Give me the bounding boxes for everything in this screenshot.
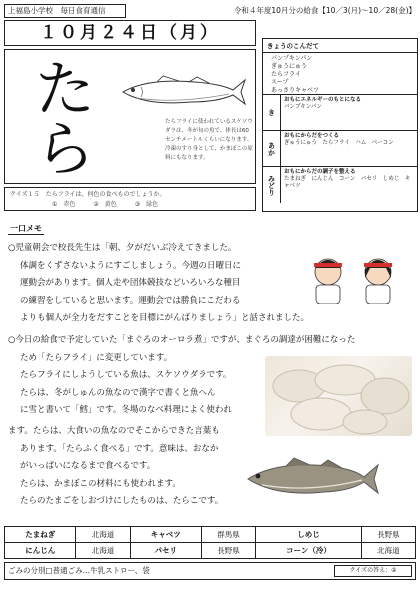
memo-line: ため「たらフライ」に変更しています。: [20, 352, 173, 363]
feature-description: たらフライに使われているスケソウダラは、冬が旬の魚で、体長は60センチメートルくらいになります。冷凍のすり身として、かまぼこの原料にもなります。: [165, 119, 253, 161]
waste-sorting-text: ごみの分別□普通ごみ…牛乳ストロー、袋: [8, 566, 150, 575]
ingredient-name: キャベツ: [130, 527, 201, 543]
ingredient-name: しめじ: [256, 527, 362, 543]
food-group-red: [263, 131, 417, 167]
memo-line: に雪と書いて「鱈」です。冬場のなべ料理によく使われ: [20, 405, 232, 415]
menu-item: あっさりキャベツ: [271, 87, 319, 94]
group-label: き: [263, 95, 281, 130]
memo-line: 運動会があります。個人走や団体競技などいろいろな種目: [20, 278, 241, 288]
quiz-answer: クイズの答え：②: [334, 565, 412, 577]
memo-line: たらは、冬がしゅんの魚なので漢字で書くと魚へん: [20, 387, 216, 398]
ingredient-origin: 長野県: [201, 543, 255, 559]
memo-paragraph-assembly: [8, 240, 308, 328]
group-title: おもにからだの調子を整える: [284, 169, 356, 175]
memo-title: 一口メモ: [10, 224, 42, 233]
menu-item: たらフライ: [271, 71, 301, 78]
memo-line: ○今日の給食で予定していた「まぐろのオーロラ煮」ですが、まぐろの調達が困難になった: [8, 335, 356, 345]
quiz-question: クイズ１５ たらフライは、何色の食べものでしょうか。: [10, 191, 166, 198]
table-row: [5, 527, 416, 543]
cod-photo: [240, 455, 380, 505]
memo-line: の練習をしていると思います。運動会では勝負にこだわる: [20, 295, 241, 306]
group-items: たまねぎ にんじん コーン パセリ しめじ キャベツ: [284, 176, 411, 189]
ingredient-name: たまねぎ: [5, 527, 76, 543]
memo-line: たらのたまごをしおづけにしたものは、たらこです。: [20, 496, 224, 506]
ingredient-origin: 群馬県: [201, 527, 255, 543]
group-items: ぎゅうにゅう たらフライ ハム ベーコン: [284, 140, 394, 146]
feature-panel: [4, 49, 256, 184]
memo-line: あります。「たらふく食べる」です。意味は、おなか: [20, 443, 219, 454]
ingredient-name: パセリ: [130, 543, 201, 559]
group-label: みどり: [263, 167, 281, 203]
food-group-yellow: [263, 95, 417, 131]
ingredient-origin: 北海道: [76, 543, 130, 559]
ingredient-origin: 北海道: [361, 543, 415, 559]
memo-line: たらフライにしようしている魚は、スケソウダラです。: [20, 370, 232, 380]
quiz-option: ① 赤色: [52, 201, 76, 208]
ingredient-origin-table: [4, 526, 416, 559]
menu-panel: [262, 38, 418, 212]
waste-sorting-note: [4, 562, 416, 580]
quiz-option: ② 黄色: [93, 201, 117, 208]
menu-item: パンプキンパン: [271, 55, 313, 62]
quiz-option: ③ 緑色: [134, 201, 159, 208]
table-row: [5, 543, 416, 559]
school-name: 上福島小学校 毎日食育通信: [4, 4, 126, 18]
quiz-box: [4, 187, 256, 211]
memo-line: ○児童朝会で校長先生は「朝、夕がだいぶ冷えてきました。: [8, 243, 237, 253]
menu-list: [263, 53, 417, 95]
header-bar: [4, 4, 416, 18]
fried-cod-photo: [265, 356, 412, 436]
food-group-green: [263, 167, 417, 203]
group-title: おもにエネルギーのもとになる: [284, 97, 362, 103]
memo-line: 体調をくずさないようにすごしましょう。今週の日曜日に: [20, 260, 242, 271]
group-label: あか: [263, 131, 281, 166]
memo-line: がいっぱいになるまで食べるです。: [20, 461, 156, 471]
memo-paragraph-tara: [8, 423, 268, 511]
date-title: １０月２４日（月）: [4, 20, 256, 46]
menu-period: 令和４年度10月分の給食【10／3(月)〜10／28(金)】: [233, 6, 416, 15]
menu-item: ぎゅうにゅう: [271, 63, 307, 70]
memo-line: たらは、かまぼこの材料にも使われます。: [20, 478, 181, 489]
memo-line: ます。たらは、大食いの魚なのでそこからできた言葉も: [8, 426, 220, 436]
group-items: パンプキンパン: [284, 104, 322, 110]
ingredient-origin: 長野県: [361, 527, 415, 543]
ingredient-name: コーン（冷）: [256, 543, 362, 559]
ingredient-name: にんじん: [5, 543, 76, 559]
ingredient-origin: 北海道: [76, 527, 130, 543]
menu-item: スープ: [271, 79, 289, 86]
cod-illustration: [117, 74, 247, 110]
feature-title: たら: [35, 55, 95, 185]
kids-illustration: [300, 254, 408, 304]
menu-title: きょうのこんだて: [263, 39, 417, 53]
memo-line: よりも個人が全力をだすことを目標にがんばりましょう」と話されました。: [20, 313, 310, 323]
group-title: おもにからだをつくる: [284, 133, 340, 139]
